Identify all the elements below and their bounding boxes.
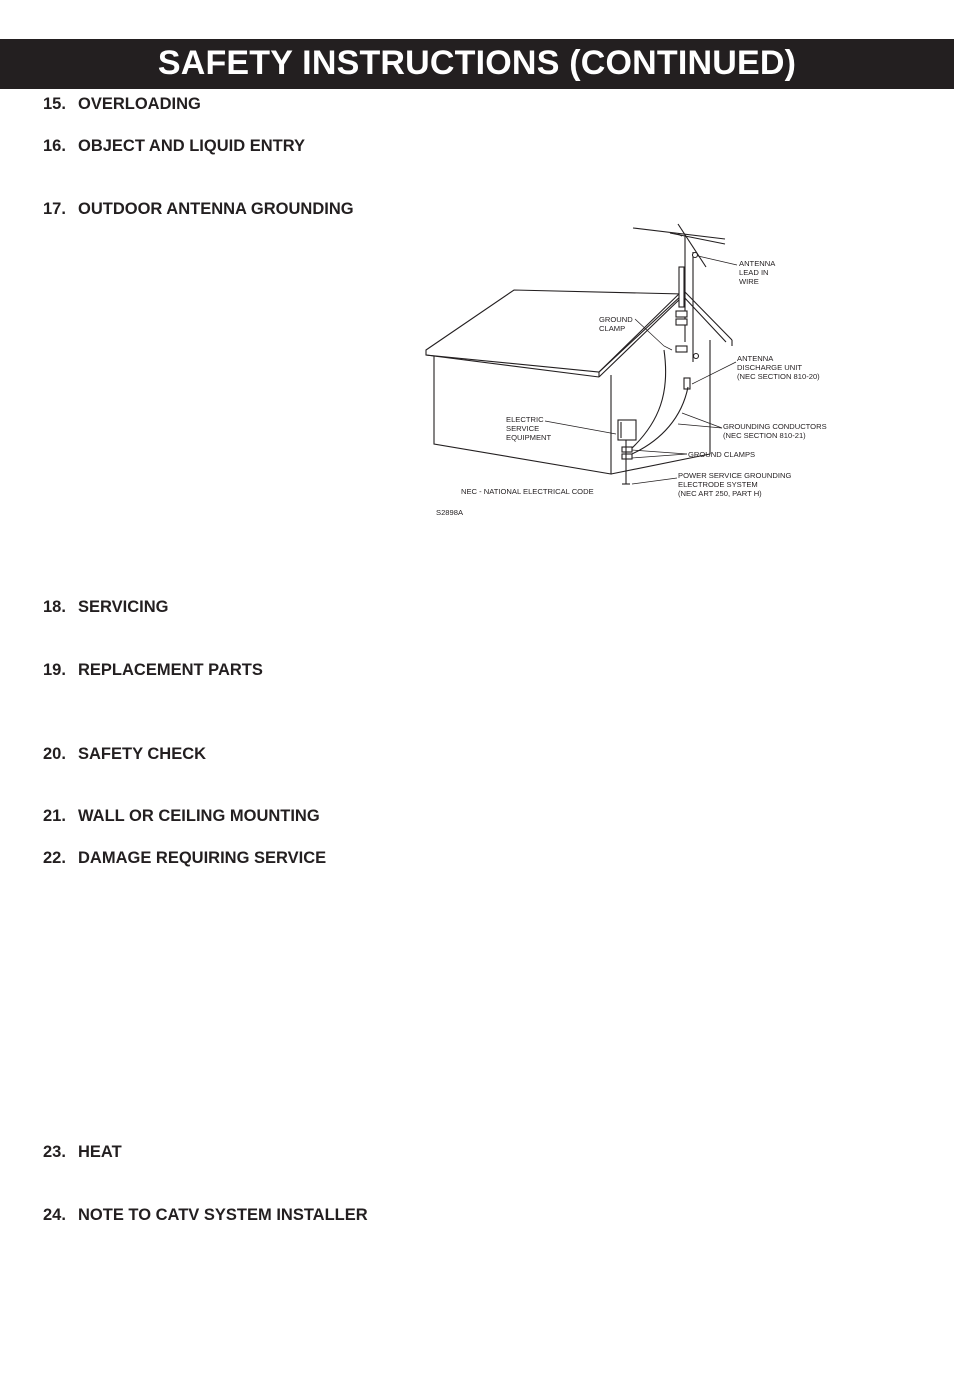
item-catv-installer-note xyxy=(43,1206,368,1225)
label-power-1: POWER SERVICE GROUNDING xyxy=(678,471,792,480)
label-antenna-lead-2: LEAD IN xyxy=(739,268,769,277)
item-label: OBJECT AND LIQUID ENTRY xyxy=(78,137,306,155)
item-number: 20. xyxy=(43,745,66,763)
item-number: 21. xyxy=(43,807,66,825)
page-header xyxy=(0,39,954,89)
item-number: 17. xyxy=(43,200,66,218)
item-label: WALL OR CEILING MOUNTING xyxy=(78,807,320,825)
item-number: 22. xyxy=(43,849,66,867)
label-antenna-lead-1: ANTENNA xyxy=(739,259,776,268)
item-servicing xyxy=(43,598,168,617)
item-number: 23. xyxy=(43,1143,66,1161)
label-ground-clamps: GROUND CLAMPS xyxy=(688,450,756,459)
item-damage-requiring-service xyxy=(43,849,326,868)
item-object-liquid-entry xyxy=(43,137,305,156)
label-discharge-3: (NEC SECTION 810-20) xyxy=(737,372,820,381)
label-nec-note: NEC - NATIONAL ELECTRICAL CODE xyxy=(461,487,594,496)
item-label: DAMAGE REQUIRING SERVICE xyxy=(78,849,327,867)
item-wall-ceiling-mounting xyxy=(43,807,320,826)
item-number: 24. xyxy=(43,1206,66,1224)
label-figure-code: S2898A xyxy=(436,508,464,517)
label-electric-3: EQUIPMENT xyxy=(506,433,552,442)
item-heat xyxy=(43,1143,122,1162)
label-electric-1: ELECTRIC xyxy=(506,415,544,424)
grounding-conductor-2 xyxy=(632,387,688,454)
item-number: 16. xyxy=(43,137,66,155)
label-ground-clamp-2: CLAMP xyxy=(599,324,626,333)
item-outdoor-antenna-grounding xyxy=(43,200,354,219)
label-antenna-lead-3: WIRE xyxy=(739,277,759,286)
item-replacement-parts xyxy=(43,661,263,680)
label-power-3: (NEC ART 250, PART H) xyxy=(678,489,762,498)
label-conductors-1: GROUNDING CONDUCTORS xyxy=(723,422,827,431)
item-label: NOTE TO CATV SYSTEM INSTALLER xyxy=(78,1206,368,1224)
label-discharge-2: DISCHARGE UNIT xyxy=(737,363,802,372)
item-label: REPLACEMENT PARTS xyxy=(78,661,263,679)
label-power-2: ELECTRODE SYSTEM xyxy=(678,480,758,489)
label-ground-clamp-1: GROUND xyxy=(599,315,633,324)
item-number: 18. xyxy=(43,598,66,616)
item-safety-check xyxy=(43,745,206,764)
item-label: OVERLOADING xyxy=(78,95,201,113)
item-label: HEAT xyxy=(78,1143,122,1161)
item-label: OUTDOOR ANTENNA GROUNDING xyxy=(78,200,354,218)
page-title: SAFETY INSTRUCTIONS (CONTINUED) xyxy=(157,44,797,82)
label-discharge-1: ANTENNA xyxy=(737,354,774,363)
label-electric-2: SERVICE xyxy=(506,424,540,433)
antenna-grounding-diagram xyxy=(420,222,840,522)
item-overloading xyxy=(43,95,201,114)
item-label: SERVICING xyxy=(78,598,169,616)
label-conductors-2: (NEC SECTION 810-21) xyxy=(723,431,806,440)
item-number: 19. xyxy=(43,661,66,679)
item-number: 15. xyxy=(43,95,66,113)
item-label: SAFETY CHECK xyxy=(78,745,207,763)
